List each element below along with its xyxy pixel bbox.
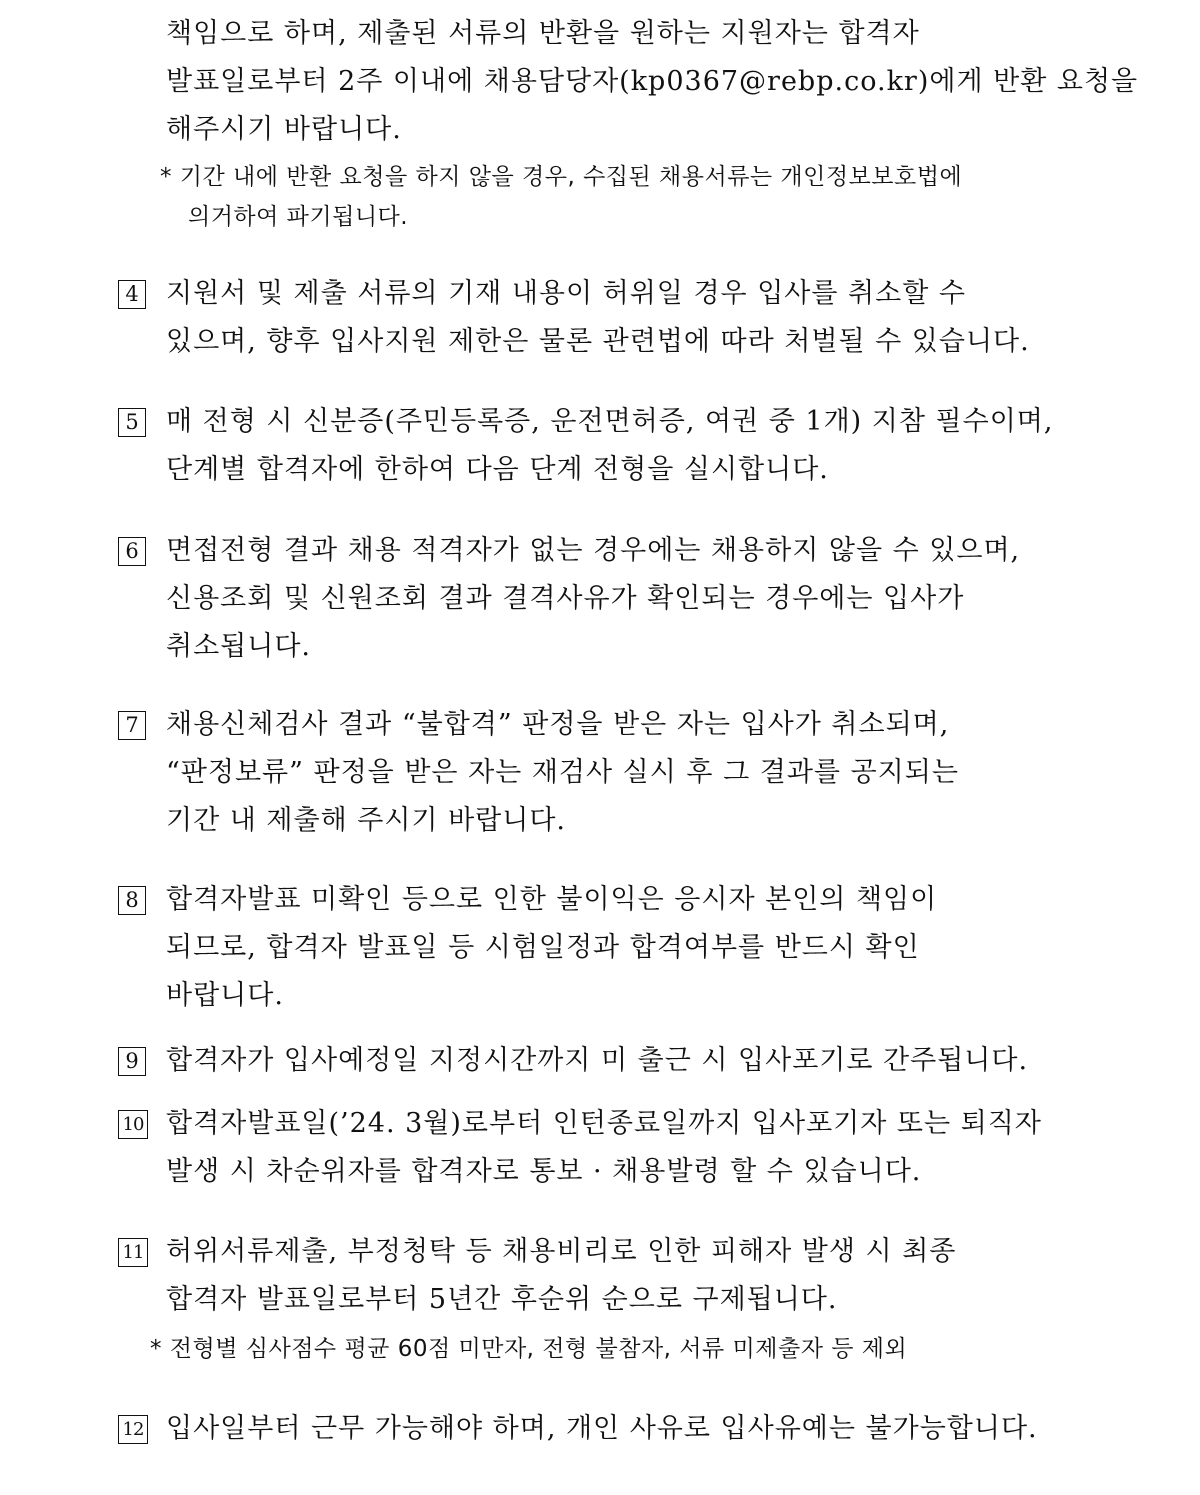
item-text-line: 기간 내 제출해 주시기 바랍니다. [166,805,566,836]
item-text-line: 있으며, 향후 입사지원 제한은 물론 관련법에 따라 처벌될 수 있습니다. [166,326,1030,357]
item-text-line: 지원서 및 제출 서류의 기재 내용이 허위일 경우 입사를 취소할 수 [166,278,966,309]
item-text-line: 합격자 발표일로부터 5년간 후순위 순으로 구제됩니다. [166,1284,838,1315]
item-text-line: 신용조회 및 신원조회 결과 결격사유가 확인되는 경우에는 입사가 [166,583,965,614]
item-number-box: 5 [118,408,146,437]
item-note: * 전형별 심사점수 평균 60점 미만자, 전형 불참자, 서류 미제출자 등 제외 [150,1336,908,1362]
item-number-box: 10 [118,1110,148,1139]
item-text-line: 채용신체검사 결과 “불합격” 판정을 받은 자는 입사가 취소되며, [166,709,950,740]
item-number-box: 7 [118,711,146,740]
intro-line: 발표일로부터 2주 이내에 채용담당자(kp0367@rebp.co.kr)에게 반환 요청을 [166,66,1139,97]
item-text-line: 입사일부터 근무 가능해야 하며, 개인 사유로 입사유예는 불가능합니다. [166,1413,1038,1444]
item-text-line: 매 전형 시 신분증(주민등록증, 운전면허증, 여권 중 1개) 지참 필수이며, [166,406,1054,437]
item-number-box: 8 [118,886,146,915]
item-number-box: 9 [118,1047,146,1076]
intro-line: 해주시기 바랍니다. [166,114,402,145]
item-number-box: 12 [118,1415,148,1444]
item-number-box: 11 [118,1238,148,1267]
item-number-box: 6 [118,537,146,566]
intro-line: 책임으로 하며, 제출된 서류의 반환을 원하는 지원자는 합격자 [166,18,920,49]
item-text-line: 단계별 합격자에 한하여 다음 단계 전형을 실시합니다. [166,454,829,485]
item-text-line: 합격자발표 미확인 등으로 인한 불이익은 응시자 본인의 책임이 [166,884,938,915]
item-text-line: 발생 시 차순위자를 합격자로 통보 · 채용발령 할 수 있습니다. [166,1156,922,1187]
item-text-line: 허위서류제출, 부정청탁 등 채용비리로 인한 피해자 발생 시 최종 [166,1236,957,1267]
item-text-line: 합격자발표일(’24. 3월)로부터 인턴종료일까지 입사포기자 또는 퇴직자 [166,1108,1042,1139]
item-number-box: 4 [118,280,146,309]
item-text-line: 바랍니다. [166,980,284,1011]
item-text-line: 되므로, 합격자 발표일 등 시험일정과 합격여부를 반드시 확인 [166,932,920,963]
item-text-line: 합격자가 입사예정일 지정시간까지 미 출근 시 입사포기로 간주됩니다. [166,1045,1029,1076]
item-text-line: 면접전형 결과 채용 적격자가 없는 경우에는 채용하지 않을 수 있으며, [166,535,1021,566]
intro-note: * 기간 내에 반환 요청을 하지 않을 경우, 수집된 채용서류는 개인정보보호법에 [160,164,963,190]
intro-note-continuation: 의거하여 파기됩니다. [188,204,409,230]
item-text-line: 취소됩니다. [166,631,311,662]
item-text-line: “판정보류” 판정을 받은 자는 재검사 실시 후 그 결과를 공지되는 [166,757,959,788]
